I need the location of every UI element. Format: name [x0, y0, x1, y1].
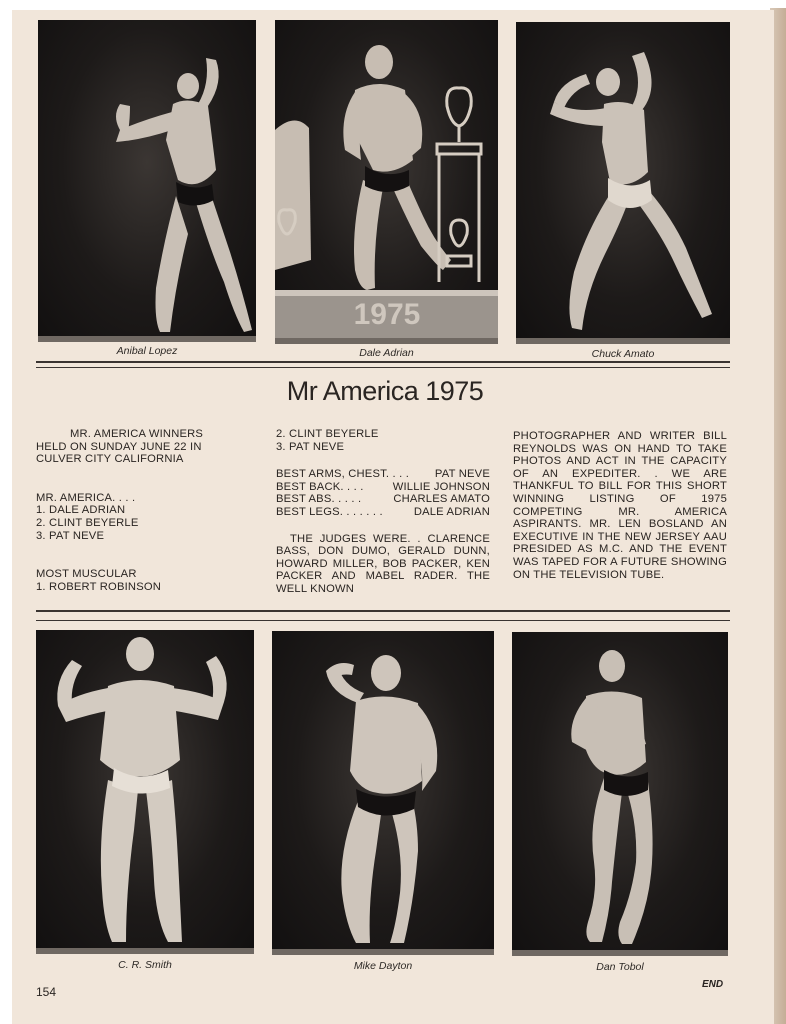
caption-cr-smith: C. R. Smith — [118, 959, 172, 971]
placing: 2. CLINT BEYERLE — [276, 428, 379, 440]
bodybuilder-figure — [516, 22, 730, 338]
divider-bottom — [36, 610, 730, 612]
award-label: BEST BACK. . . . — [276, 480, 364, 493]
award-winner: DALE ADRIAN — [413, 505, 490, 518]
award-row — [276, 493, 490, 506]
intro-line: MR. AMERICA WINNERS — [70, 428, 204, 440]
intro-line: HELD ON SUNDAY JUNE 22 IN — [36, 440, 202, 453]
caption-mike-dayton: Mike Dayton — [353, 960, 413, 972]
photo-anibal-lopez — [38, 20, 256, 342]
bodybuilder-figure — [38, 20, 256, 336]
divider-bottom-thin — [36, 620, 730, 621]
divider-top-thin — [36, 367, 730, 368]
text-column-2 — [276, 428, 490, 596]
judges-paragraph: THE JUDGES WERE. . CLARENCE BASS, DON DUMO, GERALD DUNN, HOWARD MILLER, BOB PACKER, KEN PACKER AND MABEL RADER. THE WELL KNOWN — [276, 532, 490, 595]
award-winner: CHARLES AMATO — [393, 493, 490, 506]
awards-list — [276, 468, 490, 518]
mr-america-heading: MR. AMERICA. . . . — [36, 491, 136, 504]
caption-dan-tobol: Dan Tobol — [596, 961, 644, 973]
banner-1975-text: 1975 — [353, 298, 421, 331]
photographer-paragraph: PHOTOGRAPHER AND WRITER BILL REYNOLDS WAS ON HAND TO TAKE PHOTOS AND ACT IN THE CAPACITY OF AN EXPEDITER. . WE ARE THANKFUL TO BILL FOR THIS SHORT WINNING LISTING OF 1975 COMPETING MR. AMERICA ASPIRANTS. MR. LEN BOSLAND AN EXECUTIVE IN THE NEW JERSEY AAU PRESIDED AS M.C. AND THE EVENT WAS TAPED FOR A FUTURE SHOWING ON THE TELEVISION TUBE. — [513, 430, 727, 581]
bodybuilder-with-trophies — [275, 20, 498, 338]
caption-dale-adrian: Dale Adrian — [359, 347, 414, 359]
text-column-3 — [513, 430, 727, 581]
award-winner: WILLIE JOHNSON — [392, 480, 490, 493]
award-row — [276, 481, 490, 494]
award-row — [276, 468, 490, 481]
award-label: BEST LEGS. . . . . . . — [276, 505, 383, 518]
placing: 1. ROBERT ROBINSON — [36, 580, 162, 593]
bodybuilder-figure — [36, 630, 254, 948]
page-number: 154 — [36, 985, 57, 999]
bodybuilder-figure — [272, 631, 494, 949]
award-label: BEST ABS. . . . . — [276, 493, 362, 506]
placing: 3. PAT NEVE — [276, 440, 345, 453]
photo-chuck-amato — [516, 22, 730, 344]
award-row — [276, 506, 490, 519]
caption-chuck-amato: Chuck Amato — [591, 348, 655, 360]
photo-cr-smith — [36, 630, 254, 954]
most-muscular-heading: MOST MUSCULAR — [36, 568, 137, 581]
placing: 3. PAT NEVE — [36, 529, 105, 542]
placing: 2. CLINT BEYERLE — [36, 516, 139, 529]
placing: 1. DALE ADRIAN — [36, 504, 126, 517]
end-mark: END — [702, 979, 724, 990]
photo-dale-adrian — [275, 20, 498, 344]
article-title: Mr America 1975 — [286, 376, 484, 406]
caption-anibal-lopez: Anibal Lopez — [116, 345, 178, 357]
award-label: BEST ARMS, CHEST. . . . — [276, 468, 410, 481]
photo-mike-dayton — [272, 631, 494, 955]
text-column-1 — [36, 428, 251, 593]
award-winner: PAT NEVE — [434, 468, 490, 481]
bodybuilder-figure — [512, 632, 728, 950]
photo-dan-tobol — [512, 632, 728, 956]
divider-top — [36, 361, 730, 363]
intro-line: CULVER CITY CALIFORNIA — [36, 453, 184, 466]
